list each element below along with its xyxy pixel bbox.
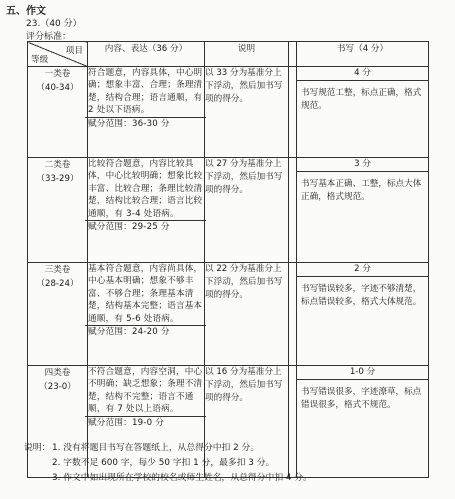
corner-header-cell [28,42,88,67]
grade-name: 四类卷 [44,368,71,378]
corner-label-item: 项目 [65,46,83,56]
note-cell: 以 27 分为基准分上下浮动，然后加书写项的得分。 [205,158,289,263]
writing-description: 书写基本正确、工整，标点大体正确，格式规范。 [301,179,422,202]
grade-range: （23-0） [39,382,76,392]
header-content: 内容、表达（36 分） [88,42,205,67]
content-cell [88,158,205,263]
grade-cell [28,67,88,158]
grade-cell [28,158,88,263]
notes-label: 说明： [24,443,51,453]
gap-cell [289,158,297,263]
content-cell [88,67,205,158]
rubric-table [27,41,429,478]
content-text: 符合题意，内容具体，中心明确；想象丰富、合理；条理清楚，结构合理；语言通顺，有 2 处以下语病。 [88,68,203,116]
table-row [28,67,429,158]
note-cell: 以 33 分为基准分上下浮动，然后加书写项的得分。 [205,67,289,158]
score-range: 赋分范围：36-30 分 [85,117,206,130]
content-text: 不符合题意，内容空洞，中心不明确；缺乏想象；条理不清楚，结构不完整；语言不通顺，有 7 处以上语病。 [88,367,203,415]
grade-name: 三类卷 [44,265,71,275]
grade-range: （40-34） [36,83,79,93]
writing-score: 4 分 [297,67,428,81]
writing-score: 3 分 [297,158,428,172]
note-item: 1. 没有将题目书写在答题纸上，从总得分中扣 2 分。 [52,443,260,453]
header-gap [289,42,297,67]
score-range: 赋分范围：29-25 分 [85,220,206,233]
grade-cell [28,263,88,366]
writing-score: 1-0 分 [297,366,428,380]
grade-range: （33-29） [36,174,79,184]
question-number: 23.（40 分） [26,19,82,29]
corner-label-grade: 等级 [31,55,49,65]
note-item: 3. 作文中如出现所在学校的校名或师生姓名，从总得分中扣 4 分。 [52,473,312,483]
gap-cell [289,67,297,158]
table-row [28,158,429,263]
writing-cell [297,366,429,478]
note-cell: 以 16 分为基准分上下浮动，然后加书写项的得分。 [205,366,289,478]
grade-name: 一类卷 [44,69,71,79]
content-text: 基本符合题意，内容尚具体，中心基本明确；想象不够丰富、不够合理；条理基本清楚，结构基本完整；语言基本通顺，有 5-6 处语病。 [88,264,203,324]
writing-description: 书写错误较多，字迹不够清楚，标点错误较多，格式大体规范。 [301,284,422,307]
grade-range: （28-24） [36,279,79,289]
score-range: 赋分范围：24-20 分 [85,325,206,338]
writing-score: 2 分 [297,263,428,277]
header-note: 说明 [205,42,289,67]
section-title: 五、作文 [6,6,46,17]
writing-description: 书写错误很多，字迹潦草，标点错误很多，格式不规范。 [301,387,422,410]
note-line-1 [24,441,312,456]
writing-cell [297,67,429,158]
note-line-3 [24,471,312,486]
header-row [28,42,429,67]
header-writing: 书写（4 分） [297,42,429,67]
writing-cell [297,158,429,263]
content-text: 比较符合题意，内容比较具体，中心比较明确；想象比较丰富、比较合理；条理比较清楚，结构比较合理；语言比较通顺，有 3-4 处语病。 [88,159,203,219]
score-range: 赋分范围：19-0 分 [85,416,206,429]
table-row [28,263,429,366]
writing-cell [297,263,429,366]
grade-name: 二类卷 [44,160,71,170]
content-cell [88,263,205,366]
note-item: 2. 字数不足 600 字，每少 50 字扣 1 分，最多扣 3 分。 [52,458,275,468]
criteria-label: 评分标准： [26,32,72,42]
note-cell: 以 22 分为基准分上下浮动，然后加书写项的得分。 [205,263,289,366]
gap-cell [289,263,297,366]
note-line-2 [24,456,312,471]
notes-section [24,441,312,486]
writing-description: 书写规范工整，标点正确，格式规范。 [301,88,422,111]
